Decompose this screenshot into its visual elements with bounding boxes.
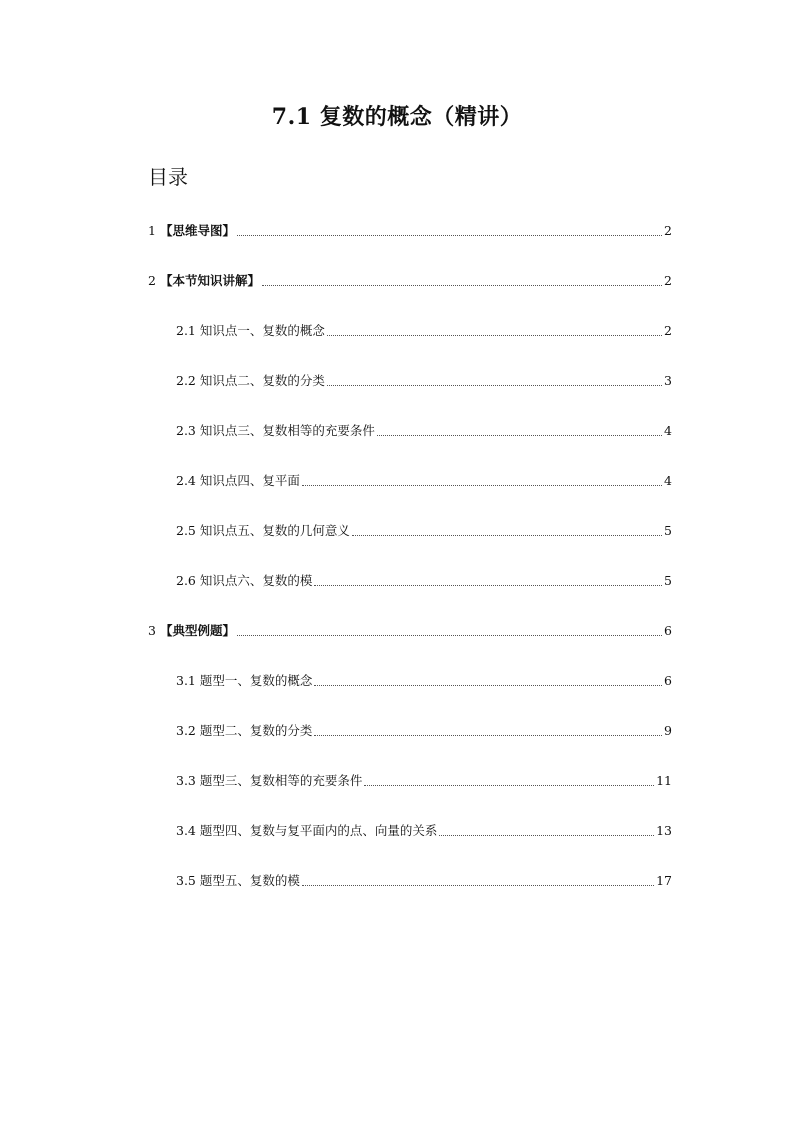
toc-entry[interactable] <box>148 270 672 292</box>
toc-entry-label: 题型四、复数与复平面内的点、向量的关系 <box>199 823 438 838</box>
toc-entry-page: 9 <box>664 723 672 738</box>
toc-dot-leader <box>364 785 654 786</box>
toc-entry[interactable] <box>176 770 672 792</box>
toc-entry-number: 2.3 <box>176 423 196 438</box>
toc-entry-label: 题型二、复数的分类 <box>199 723 313 738</box>
toc-entry[interactable] <box>176 720 672 742</box>
toc-entry-number: 2.4 <box>176 473 196 488</box>
toc-entry-label: 知识点三、复数相等的充要条件 <box>199 423 375 438</box>
toc-dot-leader <box>302 485 662 486</box>
toc-heading: 目录 <box>148 165 188 189</box>
toc-entry-page: 2 <box>664 273 672 288</box>
toc-dot-leader <box>314 585 662 586</box>
toc-dot-leader <box>314 685 662 686</box>
toc-entry-page: 5 <box>664 573 672 588</box>
toc-entry-number: 3.1 <box>176 673 196 688</box>
toc-entry-number: 3 <box>148 623 156 638</box>
toc-entry-number: 2.6 <box>176 573 196 588</box>
toc-entry[interactable] <box>176 820 672 842</box>
toc-dot-leader <box>302 885 654 886</box>
toc-dot-leader <box>314 735 662 736</box>
toc-dot-leader <box>377 435 662 436</box>
toc-entry-number: 2.5 <box>176 523 196 538</box>
toc-entry[interactable] <box>176 470 672 492</box>
toc-entry-number: 3.5 <box>176 873 196 888</box>
toc-entry[interactable] <box>176 670 672 692</box>
toc-entry[interactable] <box>176 870 672 892</box>
toc-entry-number: 2.1 <box>176 323 196 338</box>
toc-entry[interactable] <box>148 620 672 642</box>
toc-entry[interactable] <box>176 570 672 592</box>
toc-entry[interactable] <box>176 370 672 392</box>
toc-entry-page: 13 <box>656 823 672 838</box>
toc-entry-page: 3 <box>664 373 672 388</box>
toc-entry-number: 1 <box>148 223 156 238</box>
toc-entry-number: 3.3 <box>176 773 196 788</box>
toc-entry-page: 5 <box>664 523 672 538</box>
toc-entry-label: 【本节知识讲解】 <box>159 273 260 288</box>
toc-entry[interactable] <box>176 320 672 342</box>
toc-entry-label: 题型三、复数相等的充要条件 <box>199 773 363 788</box>
toc-entry-number: 3.2 <box>176 723 196 738</box>
toc-entry-page: 6 <box>664 623 672 638</box>
toc-entry-page: 4 <box>664 423 672 438</box>
toc-dot-leader <box>327 385 662 386</box>
toc-entry-page: 6 <box>664 673 672 688</box>
toc-entry-page: 11 <box>656 773 672 788</box>
toc-dot-leader <box>237 235 662 236</box>
toc-entry[interactable] <box>148 220 672 242</box>
toc-entry-label: 知识点二、复数的分类 <box>199 373 325 388</box>
toc-entry-label: 知识点五、复数的几何意义 <box>199 523 350 538</box>
toc-entry-page: 4 <box>664 473 672 488</box>
toc-entry[interactable] <box>176 520 672 542</box>
toc-entry-page: 2 <box>664 323 672 338</box>
toc-dot-leader <box>327 335 662 336</box>
toc-entry[interactable] <box>176 420 672 442</box>
toc-dot-leader <box>352 535 662 536</box>
toc-entry-label: 知识点四、复平面 <box>199 473 300 488</box>
toc-entry-label: 【典型例题】 <box>159 623 235 638</box>
document-title: 7.1 复数的概念（精讲） <box>271 104 523 130</box>
toc-entry-number: 2.2 <box>176 373 196 388</box>
toc-dot-leader <box>262 285 662 286</box>
toc-entry-label: 题型一、复数的概念 <box>199 673 313 688</box>
toc-dot-leader <box>237 635 662 636</box>
toc-entry-number: 2 <box>148 273 156 288</box>
toc-dot-leader <box>439 835 654 836</box>
toc-entry-page: 2 <box>664 223 672 238</box>
toc-entry-label: 知识点一、复数的概念 <box>199 323 325 338</box>
toc-entry-label: 知识点六、复数的模 <box>199 573 313 588</box>
toc-entry-number: 3.4 <box>176 823 196 838</box>
toc-entry-label: 题型五、复数的模 <box>199 873 300 888</box>
toc-entry-label: 【思维导图】 <box>159 223 235 238</box>
toc-entry-page: 17 <box>656 873 672 888</box>
